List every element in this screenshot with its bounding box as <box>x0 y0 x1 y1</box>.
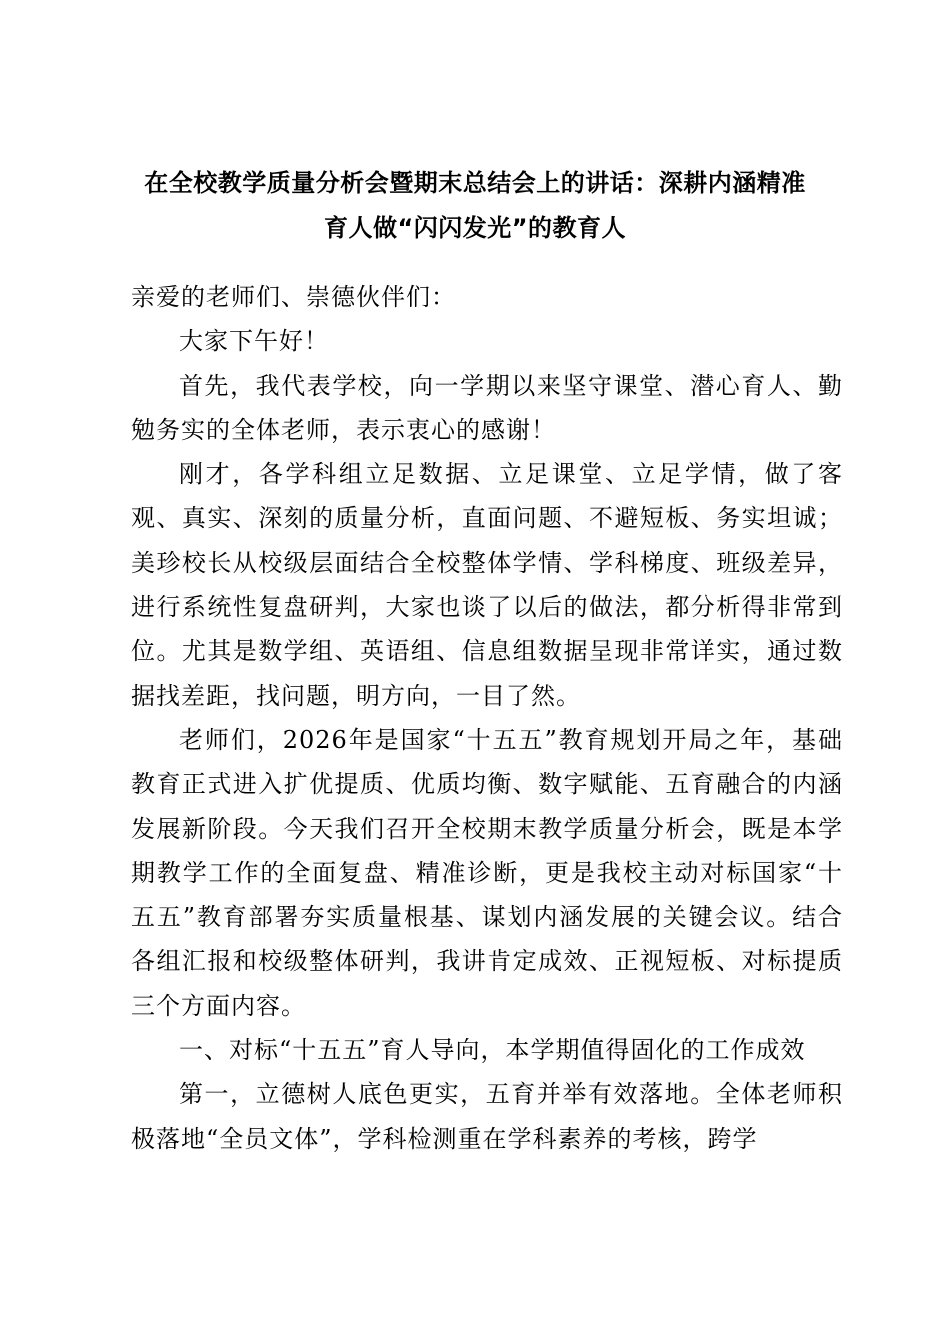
paragraph-analysis: 刚才，各学科组立足数据、立足课堂、立足学情，做了客观、真实、深刻的质量分析，直面问题、不避短板、务实坦诚；美珍校长从校级层面结合全校整体学情、学科梯度、班级差异，进行系统性复盘研判，大家也谈了以后的做法，都分析得非常到位。尤其是数学组、英语组、信息组数据呈现非常详实，通过数据找差距，找问题，明方向，一目了然。 <box>131 460 843 710</box>
section-heading-1: 一、对标“十五五”育人导向，本学期值得固化的工作成效 <box>179 1036 806 1065</box>
salutation: 亲爱的老师们、崇德伙伴们： <box>131 283 456 311</box>
greeting: 大家下午好！ <box>179 327 329 356</box>
paragraph-context: 老师们，2026年是国家“十五五”教育规划开局之年，基础教育正式进入扩优提质、优质均衡、数字赋能、五育融合的内涵发展新阶段。今天我们召开全校期末教学质量分析会，既是本学期教学工作的全面复盘、精准诊断，更是我校主动对标国家“十五五”教育部署夯实质量根基、谋划内涵发展的关键会议。结合各组汇报和校级整体研判，我讲肯定成效、正视短板、对标提质三个方面内容。 <box>131 725 843 1020</box>
document-title-line-2: 育人做“闪闪发光”的教育人 <box>323 214 627 242</box>
document-body <box>131 275 843 1161</box>
document-title-line-1: 在全校教学质量分析会暨期末总结会上的讲话：深耕内涵精准 <box>144 169 806 197</box>
paragraph-point-1: 第一，立德树人底色更实，五育并举有效落地。全体老师积极落地“全员文体”，学科检测重在学科素养的考核，跨学 <box>131 1080 843 1153</box>
paragraph-thanks: 首先，我代表学校，向一学期以来坚守课堂、潜心育人、勤勉务实的全体老师，表示衷心的感谢！ <box>131 371 843 444</box>
